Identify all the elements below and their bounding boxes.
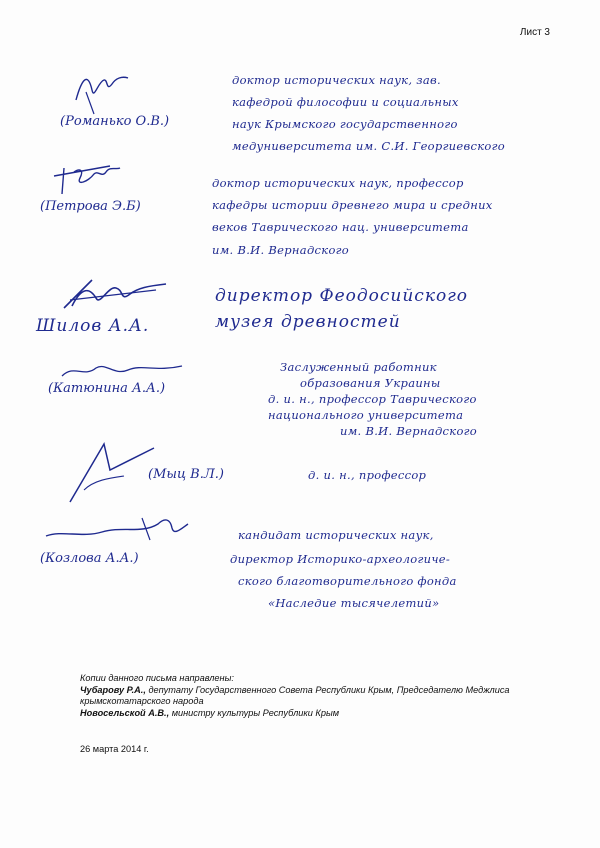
signer-title-line: медуниверситета им. С.И. Георгиевского [232, 139, 505, 153]
signer-title-line: музея древностей [215, 312, 401, 332]
recipient-1 [80, 685, 550, 697]
signer-name: (Петрова Э.Б) [40, 199, 141, 214]
signer-name: (Романько О.В.) [60, 114, 170, 129]
recipient-role: депутату Государственного Совета Республики Крым, Председателю Меджлиса [145, 684, 510, 695]
signature-3 [62, 276, 172, 316]
signer-title-line: ского благотворительного фонда [238, 574, 457, 588]
copies-label: Копии данного письма направлены: [80, 673, 234, 683]
signer-title-line: наук Крымского государственного [232, 117, 458, 131]
signer-title-line: директор Феодосийского [215, 286, 469, 306]
signer-title-line: доктор исторических наук, зав. [232, 73, 441, 87]
sheet-number: Лист 3 [519, 27, 550, 38]
signer-title-line: кафедрой философии и социальных [232, 95, 459, 109]
recipient-1-cont: крымскотатарского народа [80, 696, 204, 706]
signer-title-line: веков Таврического нац. университета [212, 220, 469, 234]
signature-1 [72, 70, 142, 120]
recipient-role: министру культуры Республики Крым [169, 707, 340, 718]
signer-title-line: образования Украины [300, 376, 441, 390]
recipient-name: Новосельской А.В., [80, 707, 170, 718]
signer-name: (Катюнина А.А.) [48, 381, 166, 396]
letter-date: 26 марта 2014 г. [80, 744, 149, 754]
recipient-name: Чубарову Р.А., [80, 684, 146, 695]
signature-2 [50, 160, 130, 200]
signer-title-line: «Наследие тысячелетий» [268, 596, 440, 610]
signer-name: (Мыц В.Л.) [148, 467, 224, 482]
signer-title-line: национального университета [268, 408, 464, 422]
signer-title-line: директор Историко-археологиче- [230, 552, 451, 566]
signer-title-line: доктор исторических наук, профессор [212, 176, 464, 190]
signer-title-line: им. В.И. Вернадского [212, 243, 350, 257]
recipient-2 [80, 708, 550, 720]
signer-name: (Козлова А.А.) [40, 551, 139, 566]
signature-6 [42, 510, 192, 550]
signer-title-line: им. В.И. Вернадского [340, 424, 478, 438]
signer-title-line: д. и. н., профессор Таврического [268, 392, 477, 406]
copies-footer [80, 673, 550, 719]
signer-name: Шилов А.А. [36, 316, 150, 336]
signer-title-line: Заслуженный работник [280, 360, 437, 374]
signer-title-line: кандидат исторических наук, [238, 528, 434, 542]
signer-title-line: д. и. н., профессор [308, 468, 427, 482]
signer-title-line: кафедры истории древнего мира и средних [212, 198, 493, 212]
